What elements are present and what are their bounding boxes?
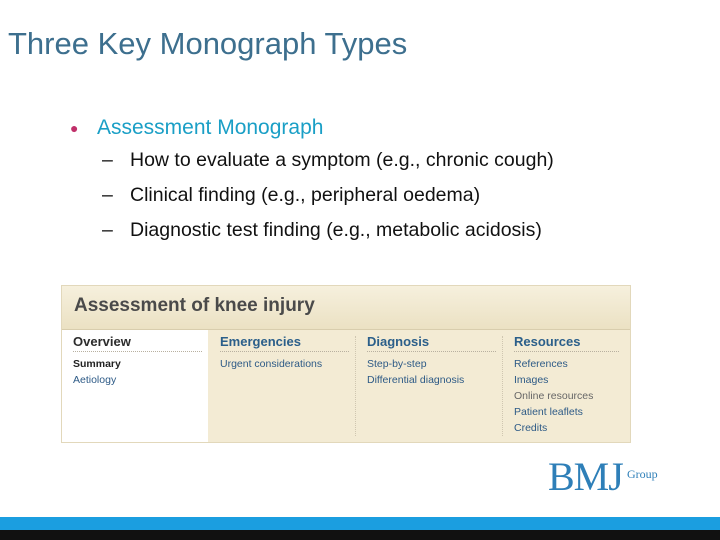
monograph-nav	[62, 330, 630, 442]
nav-column-overview	[62, 330, 208, 442]
sub-bullet-text: Clinical finding (e.g., peripheral oedema)	[130, 184, 481, 206]
nav-link-patient-leaflets[interactable]: Patient leaflets	[514, 406, 583, 418]
nav-link-step-by-step[interactable]: Step-by-step	[367, 358, 427, 370]
sub-bullet-item	[70, 213, 710, 248]
nav-link-online-resources[interactable]: Online resources	[514, 390, 594, 402]
logo-bmj-text: BMJ	[548, 454, 623, 499]
nav-link-references[interactable]: References	[514, 358, 568, 370]
tab-resources[interactable]: Resources	[514, 334, 619, 352]
nav-column-diagnosis	[356, 330, 502, 442]
bullet-dot-icon: ●	[70, 120, 79, 136]
slide-title: Three Key Monograph Types	[8, 26, 408, 61]
logo-group-text: Group	[627, 467, 658, 481]
nav-link-images[interactable]: Images	[514, 374, 549, 386]
nav-link-aetiology[interactable]: Aetiology	[73, 374, 117, 386]
sub-bullet-text: Diagnostic test finding (e.g., metabolic acidosis)	[130, 219, 542, 241]
bullet-text: Assessment Monograph	[97, 116, 324, 139]
tab-emergencies[interactable]: Emergencies	[220, 334, 349, 352]
footer-bar-dark	[0, 530, 720, 540]
monograph-title: Assessment of knee injury	[74, 295, 315, 316]
footer-bar	[0, 517, 720, 530]
monograph-screenshot	[61, 285, 631, 443]
sub-bullet-item	[70, 143, 710, 178]
bullet-list	[70, 113, 710, 248]
nav-column-resources	[503, 330, 625, 442]
tab-overview[interactable]: Overview	[73, 334, 202, 352]
sub-bullet-text: How to evaluate a symptom (e.g., chronic cough)	[130, 149, 554, 171]
dash-icon: –	[102, 184, 113, 206]
bullet-item	[70, 113, 710, 143]
nav-link-summary[interactable]: Summary	[73, 358, 121, 370]
nav-link-differential-diagnosis[interactable]: Differential diagnosis	[367, 374, 465, 386]
dash-icon: –	[102, 219, 113, 241]
dash-icon: –	[102, 149, 113, 171]
nav-column-emergencies	[209, 330, 355, 442]
monograph-header	[62, 286, 630, 330]
tab-diagnosis[interactable]: Diagnosis	[367, 334, 496, 352]
sub-bullet-item	[70, 178, 710, 213]
nav-link-credits[interactable]: Credits	[514, 422, 548, 434]
nav-link-urgent-considerations[interactable]: Urgent considerations	[220, 358, 323, 370]
